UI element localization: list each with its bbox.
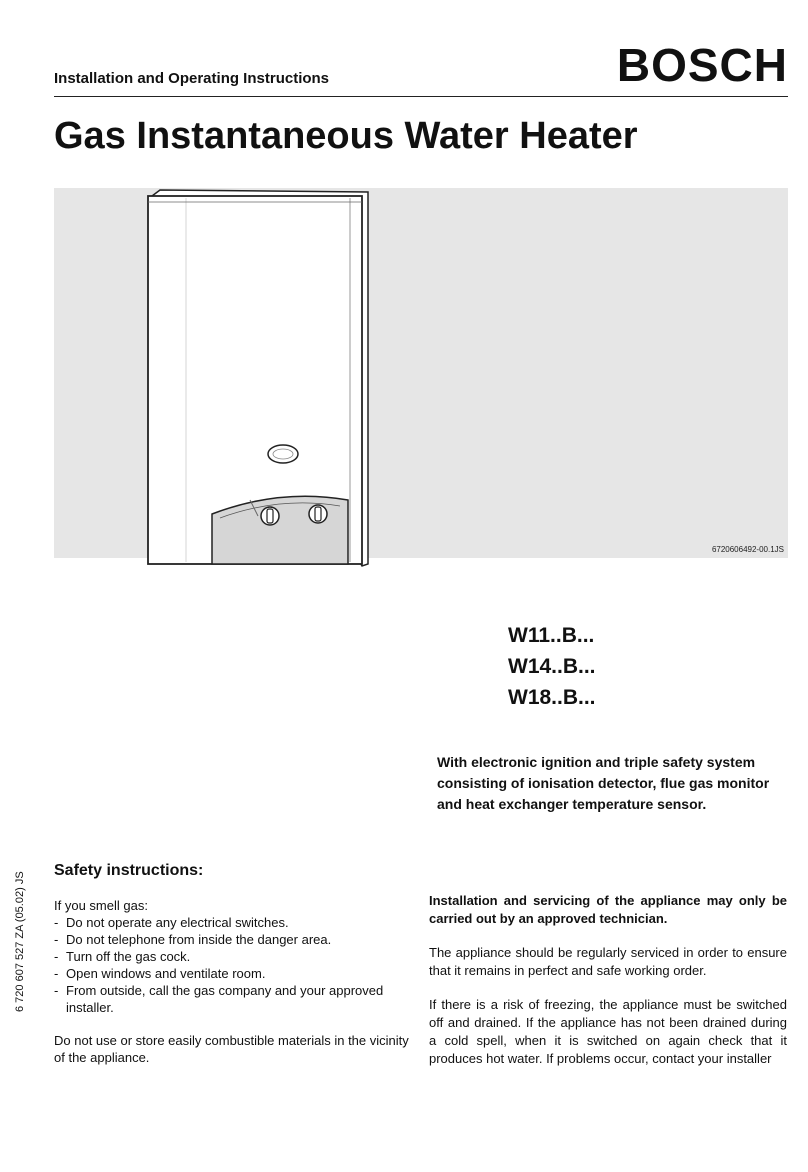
header-divider [54, 96, 788, 97]
document-code-vertical: 6 720 607 527 ZA (05.02) JS [14, 871, 26, 1012]
safety-heading: Safety instructions: [54, 862, 204, 879]
safety-intro: If you smell gas: [54, 898, 148, 913]
servicing-section [429, 892, 787, 1084]
freezing-paragraph: If there is a risk of freezing, the appliance must be switched off and drained. If the appliance has not been drained during a cold spell, when it is switched on again check that it produces hot water. If problems occur, contact your installer [429, 997, 787, 1066]
safety-list [54, 914, 414, 1016]
safety-section [54, 862, 414, 1066]
figure-reference-code: 6720606492-00.1JS [711, 545, 784, 554]
list-item: - From outside, call the gas company and your approved installer. [54, 982, 414, 1016]
servicing-paragraph: The appliance should be regularly serviced in order to ensure that it remains in perfect and safe working order. [429, 945, 787, 978]
safety-note: Do not use or store easily combustible materials in the vicinity of the appliance. [54, 1033, 409, 1065]
document-type-label: Installation and Operating Instructions [54, 70, 330, 87]
list-item: - Do not operate any electrical switches. [54, 914, 414, 931]
feature-description: With electronic ignition and triple safety system consisting of ionisation detector, flue gas monitor and heat exchanger temperature sensor. [437, 754, 770, 812]
list-item: - Open windows and ventilate room. [54, 965, 414, 982]
servicing-warning: Installation and servicing of the appliance may only be carried out by an approved technician. [429, 893, 787, 926]
page-title: Gas Instantaneous Water Heater [54, 115, 638, 157]
model-item: W11..B... [508, 624, 595, 647]
list-item: - Do not telephone from inside the danger area. [54, 931, 414, 948]
model-item: W18..B... [508, 686, 596, 709]
model-item: W14..B... [508, 655, 596, 678]
brand-logo: BOSCH [616, 39, 788, 91]
water-heater-illustration [140, 188, 380, 573]
list-item: - Turn off the gas cock. [54, 948, 414, 965]
model-list [508, 620, 596, 713]
